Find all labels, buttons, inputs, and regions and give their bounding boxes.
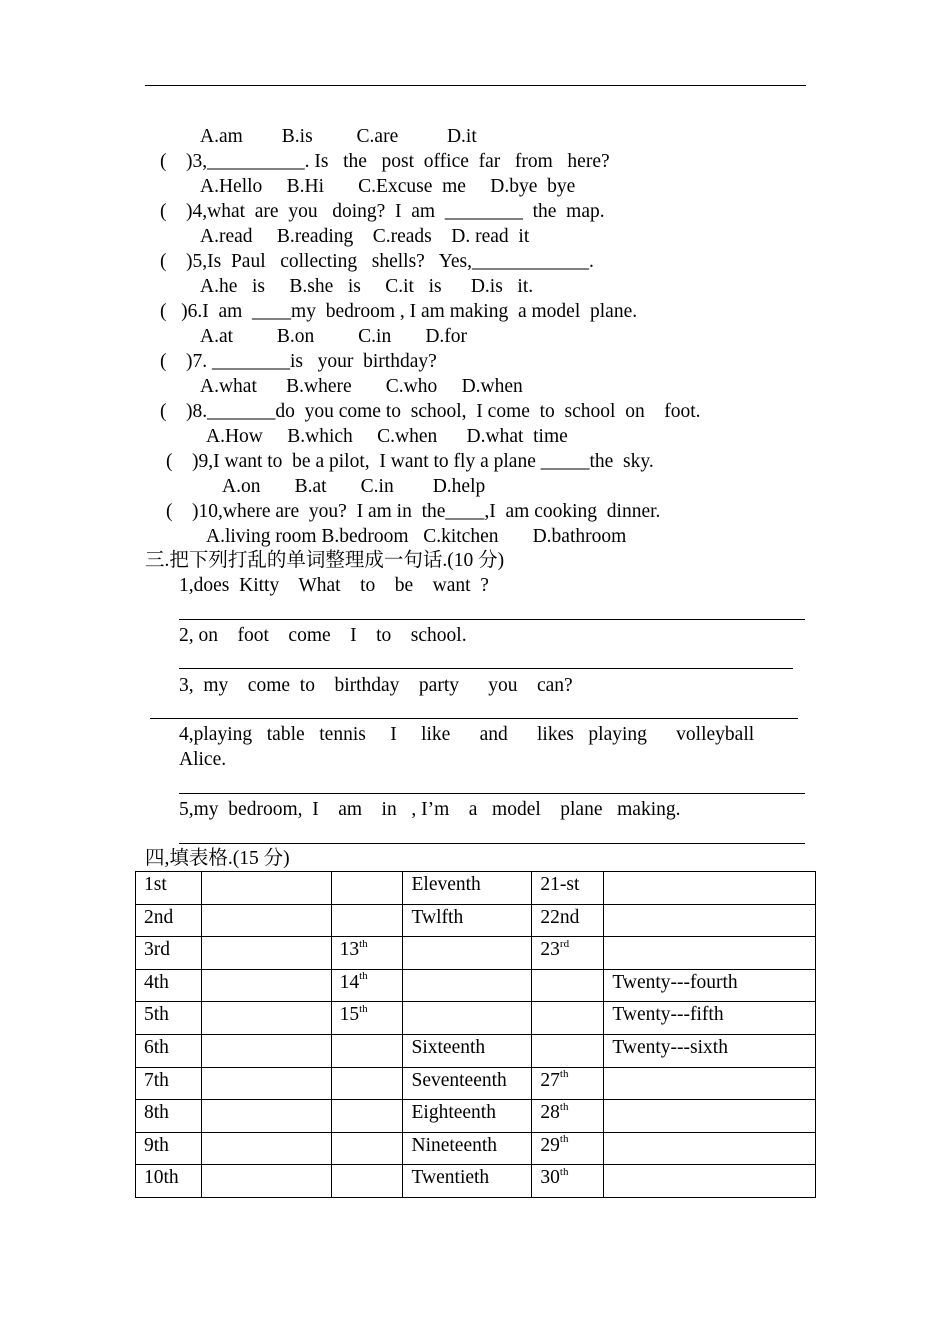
cell-text: 23 bbox=[540, 939, 560, 961]
table-cell-c3 bbox=[331, 969, 403, 1002]
cell-text: 2nd bbox=[144, 906, 174, 928]
table-cell-c2[interactable] bbox=[201, 969, 331, 1002]
question-6: ( )6.I am ____my bedroom , I am making a model plane. bbox=[160, 301, 638, 322]
cell-text: Eighteenth bbox=[411, 1102, 496, 1124]
cell-text: Twenty---fifth bbox=[612, 1004, 724, 1026]
table-cell-c1 bbox=[136, 904, 202, 937]
table-cell-c3[interactable] bbox=[331, 1165, 403, 1198]
cell-text: 27 bbox=[540, 1069, 560, 1091]
question-10: ( )10,where are you? I am in the____,I am cooking dinner. bbox=[166, 501, 661, 522]
table-row bbox=[136, 1100, 816, 1133]
reorder-item-4-line2: Alice. bbox=[179, 749, 227, 770]
table-cell-c4 bbox=[403, 1132, 532, 1165]
reorder-item-4-line1: 4,playing table tennis I like and likes playing volleyball bbox=[179, 724, 755, 745]
q2-options: A.am B.is C.are D.it bbox=[200, 126, 477, 147]
q10-options: A.living room B.bedroom C.kitchen D.bathroom bbox=[206, 526, 627, 547]
table-cell-c4 bbox=[403, 872, 532, 905]
table-cell-c2[interactable] bbox=[201, 1132, 331, 1165]
cell-text: 5th bbox=[144, 1004, 169, 1026]
cell-text: 22nd bbox=[540, 906, 580, 928]
cell-text: 9th bbox=[144, 1134, 169, 1156]
table-cell-c6[interactable] bbox=[604, 904, 816, 937]
table-cell-c1 bbox=[136, 1100, 202, 1133]
answer-line-3[interactable] bbox=[150, 718, 798, 719]
table-cell-c2[interactable] bbox=[201, 1034, 331, 1067]
cell-text: Twlfth bbox=[411, 906, 464, 928]
table-cell-c2[interactable] bbox=[201, 1165, 331, 1198]
answer-line-2[interactable] bbox=[179, 668, 793, 669]
table-cell-c1 bbox=[136, 872, 202, 905]
ordinal-suffix: th bbox=[359, 970, 368, 983]
table-cell-c5 bbox=[532, 872, 604, 905]
table-cell-c4 bbox=[403, 1067, 532, 1100]
q6-options: A.at B.on C.in D.for bbox=[200, 326, 468, 347]
q7-options: A.what B.where C.who D.when bbox=[200, 376, 523, 397]
cell-text: Sixteenth bbox=[411, 1036, 486, 1058]
table-cell-c2[interactable] bbox=[201, 872, 331, 905]
table-cell-c2[interactable] bbox=[201, 1100, 331, 1133]
ordinal-suffix: th bbox=[559, 1133, 569, 1146]
question-5: ( )5,Is Paul collecting shells? Yes,____________. bbox=[160, 251, 594, 272]
table-cell-c5 bbox=[532, 1067, 604, 1100]
cell-text: Twenty---sixth bbox=[612, 1036, 728, 1058]
cell-text: 13 bbox=[339, 939, 360, 961]
table-row bbox=[136, 872, 816, 905]
ordinal-suffix: th bbox=[559, 1165, 569, 1178]
table-cell-c6 bbox=[604, 1034, 816, 1067]
q8-options: A.How B.which C.when D.what time bbox=[206, 426, 568, 447]
cell-text: 28 bbox=[540, 1102, 560, 1124]
table-cell-c4[interactable] bbox=[403, 937, 532, 970]
ordinal-suffix: th bbox=[359, 937, 368, 950]
table-cell-c6 bbox=[604, 969, 816, 1002]
table-cell-c3[interactable] bbox=[331, 904, 403, 937]
cell-text: 30 bbox=[540, 1167, 560, 1189]
table-row bbox=[136, 937, 816, 970]
answer-line-4[interactable] bbox=[179, 793, 805, 794]
reorder-item-3: 3, my come to birthday party you can? bbox=[179, 675, 573, 696]
table-cell-c5 bbox=[532, 937, 604, 970]
table-row bbox=[136, 1002, 816, 1035]
table-cell-c4 bbox=[403, 1034, 532, 1067]
table-cell-c4 bbox=[403, 1100, 532, 1133]
table-cell-c2[interactable] bbox=[201, 1002, 331, 1035]
table-cell-c6 bbox=[604, 1002, 816, 1035]
table-cell-c4[interactable] bbox=[403, 969, 532, 1002]
answer-line-5[interactable] bbox=[179, 843, 805, 844]
reorder-item-1: 1,does Kitty What to be want ? bbox=[179, 575, 489, 596]
cell-text: 3rd bbox=[144, 939, 170, 961]
ordinal-suffix: th bbox=[559, 1100, 569, 1113]
table-cell-c2[interactable] bbox=[201, 904, 331, 937]
cell-text: 8th bbox=[144, 1102, 169, 1124]
section4-heading: 四,填表格.(15 分) bbox=[145, 848, 290, 869]
question-4: ( )4,what are you doing? I am ________ the map. bbox=[160, 201, 605, 222]
table-cell-c1 bbox=[136, 937, 202, 970]
q4-options: A.read B.reading C.reads D. read it bbox=[200, 226, 530, 247]
cell-text: 1st bbox=[144, 874, 167, 895]
ordinal-suffix: rd bbox=[559, 937, 570, 950]
ordinal-suffix: th bbox=[559, 1068, 569, 1081]
table-cell-c5[interactable] bbox=[532, 1002, 604, 1035]
question-8: ( )8._______do you come to school, I come to school on foot. bbox=[160, 401, 701, 422]
cell-text: Twenty---fourth bbox=[612, 971, 738, 993]
table-cell-c6[interactable] bbox=[604, 1165, 816, 1198]
table-cell-c1 bbox=[136, 1034, 202, 1067]
table-cell-c6[interactable] bbox=[604, 1132, 816, 1165]
table-cell-c5 bbox=[532, 1165, 604, 1198]
table-row bbox=[136, 1034, 816, 1067]
table-cell-c3 bbox=[331, 1002, 403, 1035]
question-9: ( )9,I want to be a pilot, I want to fly a plane _____the sky. bbox=[166, 451, 654, 472]
table-row bbox=[136, 1132, 816, 1165]
table-cell-c5[interactable] bbox=[532, 969, 604, 1002]
cell-text: 21-st bbox=[540, 874, 580, 895]
cell-text: Eleventh bbox=[411, 874, 481, 895]
table-cell-c3[interactable] bbox=[331, 1067, 403, 1100]
answer-line-1[interactable] bbox=[179, 619, 805, 620]
table-cell-c3[interactable] bbox=[331, 1100, 403, 1133]
table-row bbox=[136, 1165, 816, 1198]
table-cell-c6[interactable] bbox=[604, 872, 816, 905]
reorder-item-5: 5,my bedroom, I am in , I’m a model plane making. bbox=[179, 799, 681, 820]
cell-text: 15 bbox=[339, 1004, 360, 1026]
cell-text: 10th bbox=[144, 1167, 179, 1189]
q5-options: A.he is B.she is C.it is D.is it. bbox=[200, 276, 534, 297]
table-cell-c5 bbox=[532, 1132, 604, 1165]
table-cell-c3[interactable] bbox=[331, 872, 403, 905]
table-cell-c3[interactable] bbox=[331, 1034, 403, 1067]
table-cell-c1 bbox=[136, 969, 202, 1002]
table-cell-c1 bbox=[136, 1132, 202, 1165]
cell-text: 14 bbox=[339, 971, 360, 993]
cell-text: 7th bbox=[144, 1069, 169, 1091]
table-cell-c4 bbox=[403, 1165, 532, 1198]
table-cell-c4[interactable] bbox=[403, 1002, 532, 1035]
question-3: ( )3,__________. Is the post office far from here? bbox=[160, 151, 610, 172]
table-cell-c5 bbox=[532, 1100, 604, 1133]
ordinal-table bbox=[135, 871, 816, 1198]
table-cell-c1 bbox=[136, 1067, 202, 1100]
table-cell-c3 bbox=[331, 937, 403, 970]
table-cell-c2[interactable] bbox=[201, 937, 331, 970]
cell-text: Seventeenth bbox=[411, 1069, 507, 1091]
table-cell-c5 bbox=[532, 904, 604, 937]
table-cell-c3[interactable] bbox=[331, 1132, 403, 1165]
table-row bbox=[136, 969, 816, 1002]
reorder-item-2: 2, on foot come I to school. bbox=[179, 625, 467, 646]
question-7: ( )7. ________is your birthday? bbox=[160, 351, 437, 372]
top-rule bbox=[145, 85, 806, 86]
cell-text: Nineteenth bbox=[411, 1134, 498, 1156]
table-cell-c5[interactable] bbox=[532, 1034, 604, 1067]
table-row bbox=[136, 1067, 816, 1100]
table-row bbox=[136, 904, 816, 937]
table-cell-c6[interactable] bbox=[604, 1067, 816, 1100]
table-cell-c6[interactable] bbox=[604, 937, 816, 970]
cell-text: Twentieth bbox=[411, 1167, 490, 1189]
table-cell-c1 bbox=[136, 1002, 202, 1035]
ordinal-suffix: th bbox=[359, 1002, 368, 1015]
q9-options: A.on B.at C.in D.help bbox=[222, 476, 486, 497]
q3-options: A.Hello B.Hi C.Excuse me D.bye bye bbox=[200, 176, 576, 197]
table-cell-c4 bbox=[403, 904, 532, 937]
cell-text: 29 bbox=[540, 1134, 560, 1156]
table-cell-c1 bbox=[136, 1165, 202, 1198]
cell-text: 4th bbox=[144, 971, 169, 993]
table-cell-c2[interactable] bbox=[201, 1067, 331, 1100]
section3-heading: 三.把下列打乱的单词整理成一句话.(10 分) bbox=[145, 550, 505, 571]
cell-text: 6th bbox=[144, 1036, 169, 1058]
table-cell-c6[interactable] bbox=[604, 1100, 816, 1133]
